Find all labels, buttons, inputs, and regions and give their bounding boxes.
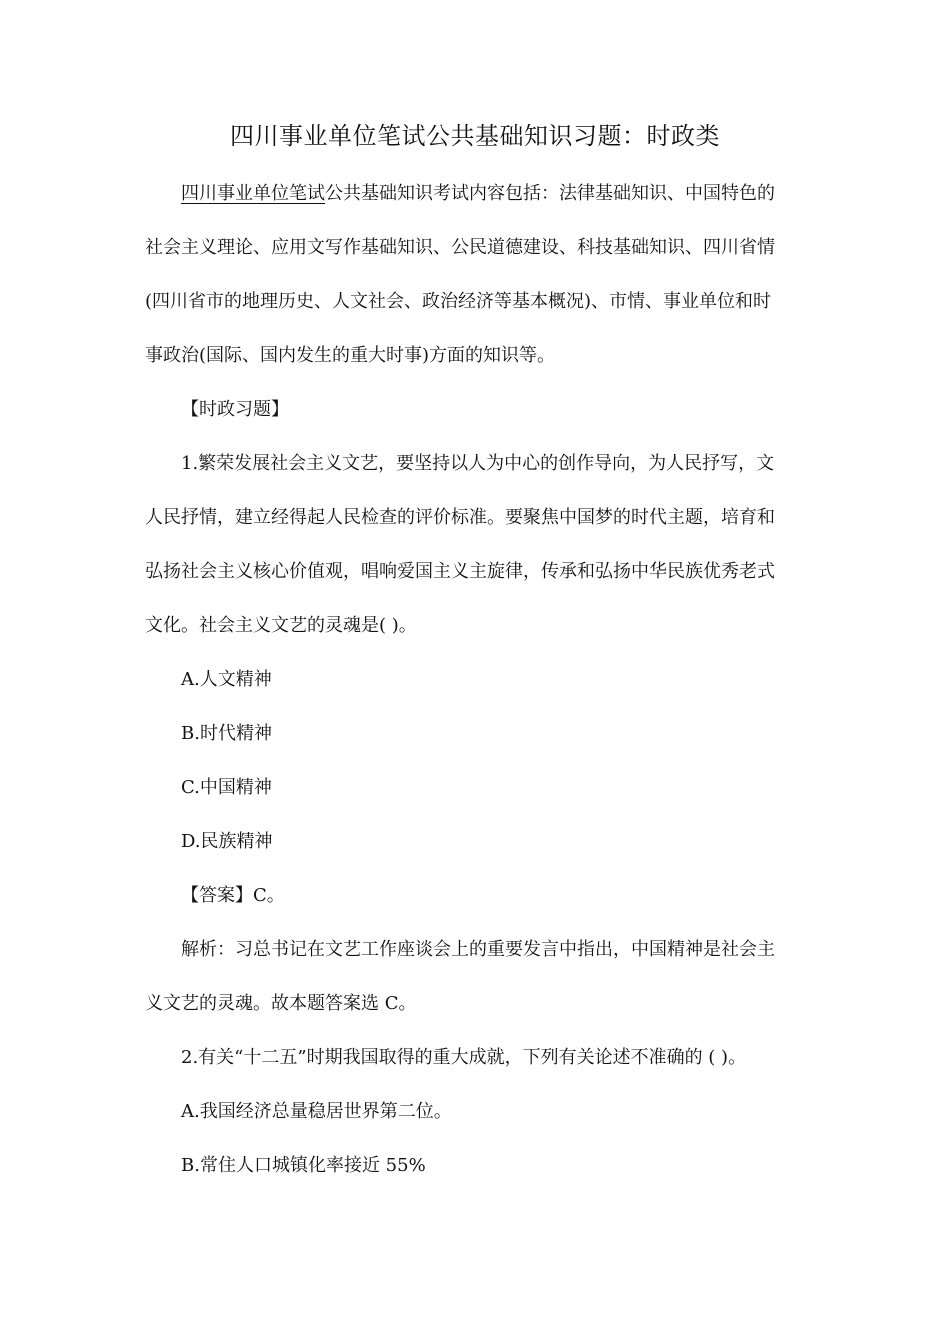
question-1-analysis-line-2: 义文艺的灵魂。故本题答案选 C。 xyxy=(145,993,417,1014)
question-1-option-d: D.民族精神 xyxy=(181,831,273,852)
question-1-option-a: A.人文精神 xyxy=(181,669,272,690)
document-title: 四川事业单位笔试公共基础知识习题：时政类 xyxy=(230,122,720,150)
intro-link[interactable]: 四川事业单位笔试 xyxy=(181,183,325,204)
section-heading: 【时政习题】 xyxy=(181,399,289,420)
question-2-option-a: A.我国经济总量稳居世界第二位。 xyxy=(181,1101,452,1122)
intro-paragraph xyxy=(145,176,807,374)
question-1-option-c: C.中国精神 xyxy=(181,777,272,798)
question-2-line-1: 2.有关“十二五”时期我国取得的重大成就，下列有关论述不准确的 ( )。 xyxy=(181,1047,747,1068)
question-1-line-4: 文化。社会主义文艺的灵魂是( )。 xyxy=(145,615,417,636)
question-1-answer: 【答案】C。 xyxy=(181,885,285,906)
intro-line-3: (四川省市的地理历史、人文社会、政治经济等基本概况)、市情、事业单位和时 xyxy=(145,291,772,312)
intro-line-1 xyxy=(145,176,807,212)
document-body xyxy=(145,176,807,1202)
intro-line-1-rest: 公共基础知识考试内容包括：法律基础知识、中国特色的 xyxy=(325,183,775,204)
intro-line-4: 事政治(国际、国内发生的重大时事)方面的知识等。 xyxy=(145,345,556,366)
question-2-option-b: B.常住人口城镇化率接近 55% xyxy=(181,1155,426,1176)
question-1 xyxy=(145,446,807,644)
question-1-line-3: 弘扬社会主义核心价值观，唱响爱国主义主旋律，传承和弘扬中华民族优秀老式 xyxy=(145,561,775,582)
question-1-option-b: B.时代精神 xyxy=(181,723,272,744)
intro-line-2: 社会主义理论、应用文写作基础知识、公民道德建设、科技基础知识、四川省情 xyxy=(145,237,775,258)
question-1-line-1: 1.繁荣发展社会主义文艺，要坚持以人为中心的创作导向，为人民抒写，文 xyxy=(181,453,775,474)
question-1-analysis xyxy=(145,932,807,1022)
question-1-analysis-line-1: 解析：习总书记在文艺工作座谈会上的重要发言中指出，中国精神是社会主 xyxy=(181,939,775,960)
question-1-line-2: 人民抒情，建立经得起人民检查的评价标准。要聚焦中国梦的时代主题，培育和 xyxy=(145,507,775,528)
